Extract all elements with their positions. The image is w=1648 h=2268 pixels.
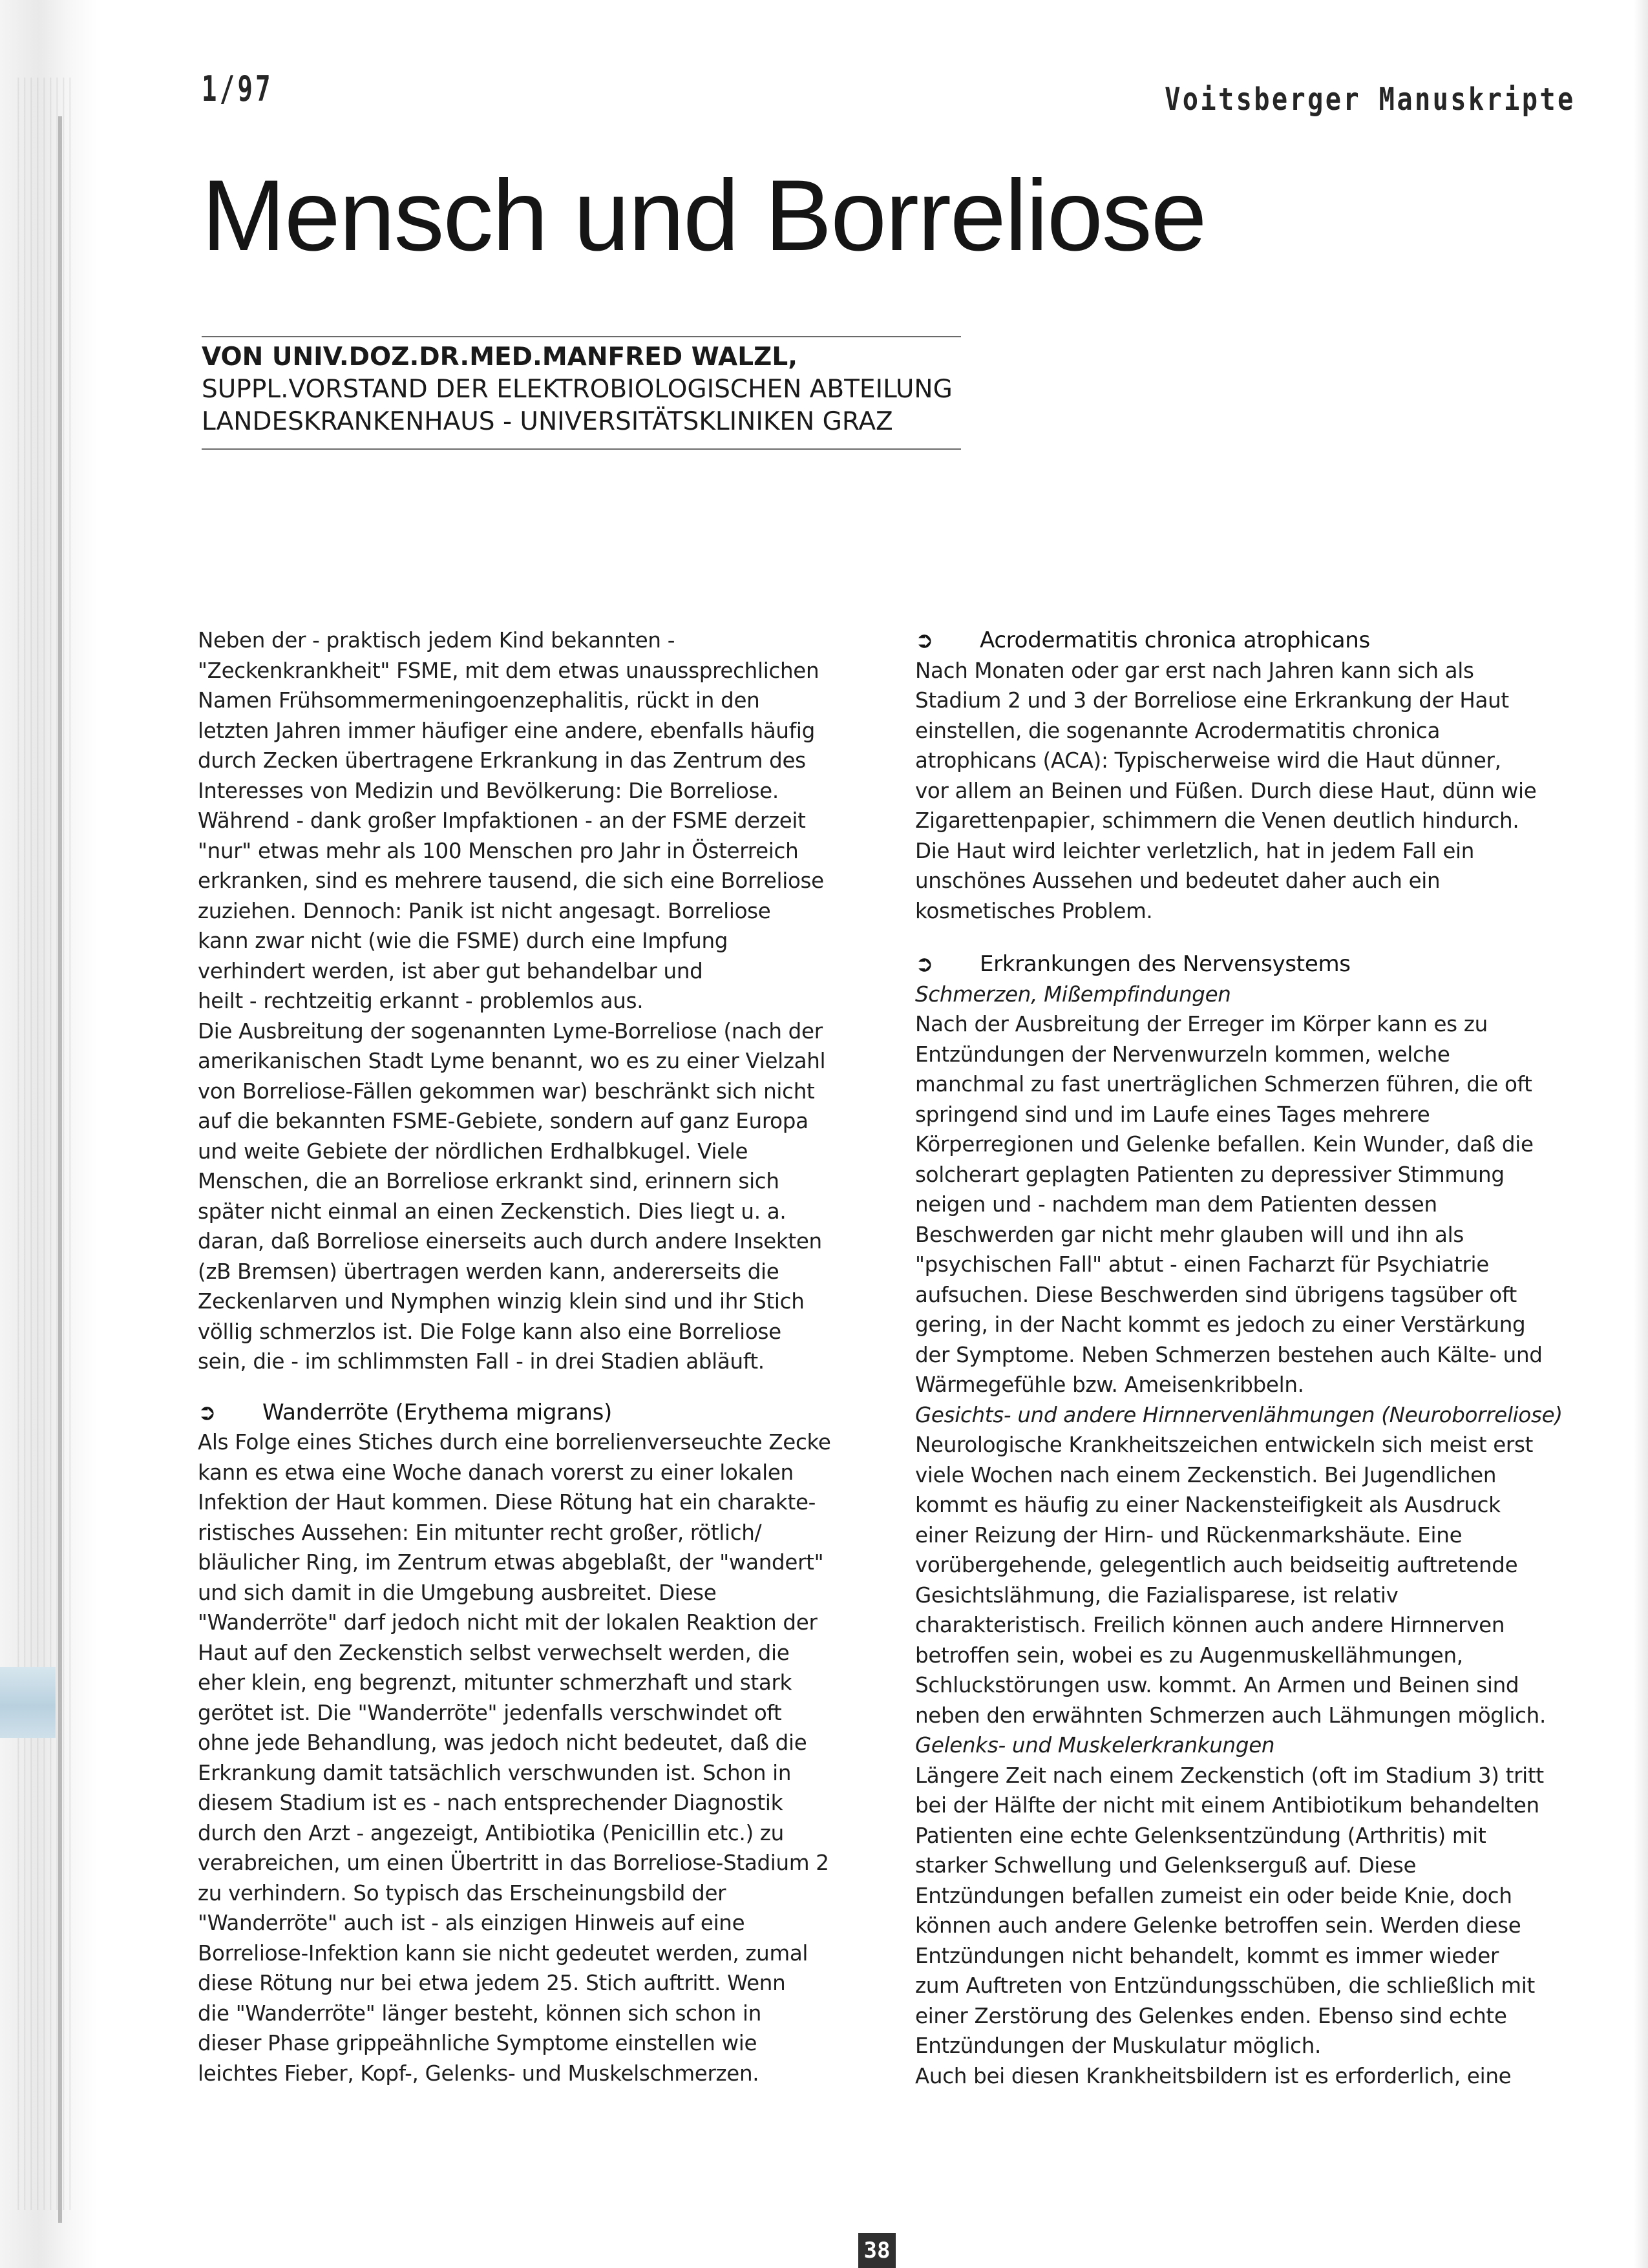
text-line: durch Zecken übertragene Erkrankung in das Zentrum des xyxy=(198,748,806,773)
text-line: und sich damit in die Umgebung ausbreitet. Diese xyxy=(198,1580,717,1605)
text-line: verhindert werden, ist aber gut behandelbar und xyxy=(198,958,703,983)
text-line: vorübergehende, gelegentlich auch beidseitig auftretende xyxy=(915,1553,1518,1577)
arrow-bullet-icon: ➲ xyxy=(198,1399,217,1425)
text-line: Borreliose-Infektion kann sie nicht gedeutet werden, zumal xyxy=(198,1940,808,1966)
text-line: später nicht einmal an einen Zeckenstich. Dies liegt u. a. xyxy=(198,1199,787,1224)
text-line: Entzündungen befallen zumeist ein oder beide Knie, doch xyxy=(915,1883,1512,1908)
text-line: "psychischen Fall" abtut - einen Facharzt für Psychiatrie xyxy=(915,1252,1489,1277)
text-line: solcherart geplagten Patienten zu depressiver Stimmung xyxy=(915,1162,1505,1187)
text-line: daran, daß Borreliose einerseits auch durch andere Insekten xyxy=(198,1229,822,1254)
section-heading-wanderroete xyxy=(198,1398,857,1428)
text-line: (zB Bremsen) übertragen werden kann, andererseits die xyxy=(198,1259,779,1284)
text-line: Haut auf den Zeckenstich selbst verwechselt werden, die xyxy=(198,1640,790,1665)
text-line: "nur" etwas mehr als 100 Menschen pro Jahr in Österreich xyxy=(198,838,799,863)
intro-paragraph xyxy=(198,625,857,1377)
text-line: Die Ausbreitung der sogenannten Lyme-Borreliose (nach der xyxy=(198,1018,823,1044)
text-line: dieser Phase grippeähnliche Symptome einstellen wie xyxy=(198,2031,757,2055)
text-line: Stadium 2 und 3 der Borreliose eine Erkrankung der Haut xyxy=(915,688,1509,713)
text-line: Die Haut wird leichter verletzlich, hat in jedem Fall ein xyxy=(915,838,1475,863)
text-line: Körperregionen und Gelenke befallen. Kein Wunder, daß die xyxy=(915,1132,1534,1157)
text-line: verabreichen, um einen Übertritt in das Borreliose-Stadium 2 xyxy=(198,1851,829,1875)
text-line: Infektion der Haut kommen. Diese Rötung hat ein charakte- xyxy=(198,1490,816,1515)
text-line: Gesichtslähmung, die Fazialisparese, ist relativ xyxy=(915,1582,1399,1608)
text-line: aufsuchen. Diese Beschwerden sind übrigens tagsüber oft xyxy=(915,1282,1517,1307)
body-schmerzen xyxy=(915,1009,1574,1400)
text-line: bei der Hälfte der nicht mit einem Antibiotikum behandelten xyxy=(915,1793,1539,1818)
section-title: Erkrankungen des Nervensystems xyxy=(980,951,1351,977)
right-page-edge xyxy=(1634,0,1648,2268)
text-line: zuziehen. Dennoch: Panik ist nicht angesagt. Borreliose xyxy=(198,898,771,923)
text-line: manchmal zu fast unerträglichen Schmerzen führen, die oft xyxy=(915,1072,1532,1097)
text-line: und weite Gebiete der nördlichen Erdhalbkugel. Viele xyxy=(198,1139,748,1164)
section-heading-acrodermatitis xyxy=(915,625,1574,656)
text-line: Während - dank großer Impfaktionen - an der FSME derzeit xyxy=(198,808,806,833)
text-line: Entzündungen der Nervenwurzeln kommen, welche xyxy=(915,1042,1450,1067)
text-line: sein, die - im schlimmsten Fall - in drei Stadien abläuft. xyxy=(198,1349,765,1374)
text-line: einer Zerstörung des Gelenkes enden. Ebenso sind echte xyxy=(915,2003,1507,2028)
text-line: neigen und - nachdem man dem Patienten dessen xyxy=(915,1192,1437,1217)
text-line: gering, in der Nacht kommt es jedoch zu einer Verstärkung xyxy=(915,1312,1526,1337)
byline-rule-top xyxy=(202,336,961,337)
section-heading-nervensystem xyxy=(915,949,1574,980)
text-line: gerötet ist. Die "Wanderröte" jedenfalls verschwindet oft xyxy=(198,1700,782,1725)
text-line: Auch bei diesen Krankheitsbildern ist es erforderlich, eine xyxy=(915,2063,1512,2088)
left-column xyxy=(198,625,857,2088)
text-line: können auch andere Gelenke betroffen sein. Werden diese xyxy=(915,1913,1521,1938)
text-line: Beschwerden gar nicht mehr glauben will und ihn als xyxy=(915,1222,1464,1247)
section-body-wanderroete xyxy=(198,1427,857,2088)
text-line: Neben der - praktisch jedem Kind bekannten - xyxy=(198,628,675,653)
text-line: Als Folge eines Stiches durch eine borrelienverseuchte Zecke xyxy=(198,1430,831,1454)
text-line: vor allem an Beinen und Füßen. Durch diese Haut, dünn wie xyxy=(915,778,1537,803)
text-line: diesem Stadium ist es - nach entsprechender Diagnostik xyxy=(198,1790,783,1815)
text-line: ohne jede Behandlung, was jedoch nicht bedeutet, daß die xyxy=(198,1730,807,1755)
text-line: Längere Zeit nach einem Zeckenstich (oft im Stadium 3) tritt xyxy=(915,1763,1544,1788)
text-line: erkranken, sind es mehrere tausend, die sich eine Borreliose xyxy=(198,868,824,893)
text-line: Nach Monaten oder gar erst nach Jahren kann sich als xyxy=(915,658,1474,683)
section-title: Wanderröte (Erythema migrans) xyxy=(262,1399,612,1425)
text-line: atrophicans (ACA): Typischerweise wird die Haut dünner, xyxy=(915,748,1501,773)
text-line: Zigarettenpapier, schimmern die Venen deutlich hindurch. xyxy=(915,808,1519,833)
text-line: Entzündungen nicht behandelt, kommt es immer wieder xyxy=(915,1943,1499,1968)
text-line: bläulicher Ring, im Zentrum etwas abgeblaßt, der "wandert" xyxy=(198,1550,824,1575)
issue-number: 1/97 xyxy=(202,68,273,109)
text-line: völlig schmerzlos ist. Die Folge kann also eine Borreliose xyxy=(198,1319,781,1344)
text-line: von Borreliose-Fällen gekommen war) beschränkt sich nicht xyxy=(198,1078,815,1104)
text-line: neben den erwähnten Schmerzen auch Lähmungen möglich. xyxy=(915,1703,1546,1728)
text-line: Namen Frühsommermeningoenzephalitis, rückt in den xyxy=(198,688,760,713)
text-line: "Wanderröte" auch ist - als einzigen Hinweis auf eine xyxy=(198,1911,745,1935)
text-line: Schluckstörungen usw. kommt. An Armen und Beinen sind xyxy=(915,1673,1519,1697)
text-line: betroffen sein, wobei es zu Augenmuskellähmungen, xyxy=(915,1643,1463,1668)
text-line: auf die bekannten FSME-Gebiete, sondern auf ganz Europa xyxy=(198,1109,808,1133)
text-line: "Wanderröte" darf jedoch nicht mit der lokalen Reaktion der xyxy=(198,1610,818,1635)
byline-rule-bottom xyxy=(202,448,961,450)
text-line: heilt - rechtzeitig erkannt - problemlos aus. xyxy=(198,989,644,1013)
section-title: Acrodermatitis chronica atrophicans xyxy=(980,627,1370,653)
text-line: leichtes Fieber, Kopf-, Gelenks- und Muskelschmerzen. xyxy=(198,2061,759,2086)
arrow-bullet-icon: ➲ xyxy=(915,627,934,653)
text-line: Wärmegefühle bzw. Ameisenkribbeln. xyxy=(915,1372,1304,1397)
text-line: charakteristisch. Freilich können auch andere Hirnnerven xyxy=(915,1613,1505,1637)
body-gelenke xyxy=(915,1761,1574,2092)
section-body-acrodermatitis xyxy=(915,656,1574,927)
subheading-gelenke: Gelenks- und Muskelerkrankungen xyxy=(915,1733,1275,1758)
text-line: kann es etwa eine Woche danach vorerst zu einer lokalen xyxy=(198,1460,794,1485)
text-line: diese Rötung nur bei etwa jedem 25. Stich auftritt. Wenn xyxy=(198,1971,786,1995)
text-line: die "Wanderröte" länger besteht, können sich schon in xyxy=(198,2000,761,2026)
text-line: Menschen, die an Borreliose erkrankt sind, erinnern sich xyxy=(198,1169,779,1193)
author-byline xyxy=(202,341,964,438)
text-line: ristisches Aussehen: Ein mitunter recht großer, rötlich/ xyxy=(198,1520,762,1545)
series-title: Voitsberger Manuskripte xyxy=(1165,81,1576,118)
text-line: zu verhindern. So typisch das Erscheinungsbild der xyxy=(198,1880,726,1906)
text-line: Neurologische Krankheitszeichen entwickeln sich meist erst xyxy=(915,1433,1534,1457)
text-line: Nach der Ausbreitung der Erreger im Körper kann es zu xyxy=(915,1012,1488,1036)
text-line: viele Wochen nach einem Zeckenstich. Bei Jugendlichen xyxy=(915,1462,1497,1487)
text-line: durch den Arzt - angezeigt, Antibiotika (Penicillin etc.) zu xyxy=(198,1820,784,1845)
text-line: Erkrankung damit tatsächlich verschwunden ist. Schon in xyxy=(198,1760,792,1785)
text-line: amerikanischen Stadt Lyme benannt, wo es zu einer Vielzahl xyxy=(198,1049,826,1073)
text-line: letzten Jahren immer häufiger eine andere, ebenfalls häufig xyxy=(198,718,815,743)
text-line: kosmetisches Problem. xyxy=(915,898,1153,923)
arrow-bullet-icon: ➲ xyxy=(915,951,934,977)
page-number: 38 xyxy=(858,2233,896,2268)
text-line: einer Reizung der Hirn- und Rückenmarkshäute. Eine xyxy=(915,1522,1463,1548)
text-line: Patienten eine echte Gelenksentzündung (Arthritis) mit xyxy=(915,1823,1486,1848)
binding-tab xyxy=(0,1667,56,1738)
text-line: kommt es häufig zu einer Nackensteifigkeit als Ausdruck xyxy=(915,1493,1501,1517)
text-line: unschönes Aussehen und bedeutet daher auch ein xyxy=(915,868,1441,893)
page-stack-edges xyxy=(13,78,71,2210)
text-line: starker Schwellung und Gelenkserguß auf. Diese xyxy=(915,1853,1417,1878)
text-line: kann zwar nicht (wie die FSME) durch eine Impfung xyxy=(198,929,728,953)
text-line: einstellen, die sogenannte Acrodermatitis chronica xyxy=(915,718,1441,743)
page-edge-line xyxy=(58,116,62,2223)
text-line: der Symptome. Neben Schmerzen bestehen auch Kälte- und xyxy=(915,1342,1543,1367)
article-title: Mensch und Borreliose xyxy=(202,160,1206,272)
body-hirnnerven xyxy=(915,1430,1574,1730)
text-line: Entzündungen der Muskulatur möglich. xyxy=(915,2033,1322,2058)
text-line: zum Auftreten von Entzündungsschüben, die schließlich mit xyxy=(915,1973,1535,1998)
byline-institution: LANDESKRANKENHAUS - UNIVERSITÄTSKLINIKEN GRAZ xyxy=(202,407,893,436)
byline-author: VON UNIV.DOZ.DR.MED.MANFRED WALZL, xyxy=(202,342,798,372)
subheading-hirnnerven: Gesichts- und andere Hirnnervenlähmungen (Neuroborreliose) xyxy=(915,1402,1563,1427)
text-line: eher klein, eng begrenzt, mitunter schmerzhaft und stark xyxy=(198,1670,792,1695)
subheading-schmerzen: Schmerzen, Mißempfindungen xyxy=(915,982,1231,1007)
text-line: Interesses von Medizin und Bevölkerung: Die Borreliose. xyxy=(198,778,779,803)
text-line: springend sind und im Laufe eines Tages mehrere xyxy=(915,1102,1430,1127)
byline-position: SUPPL.VORSTAND DER ELEKTROBIOLOGISCHEN ABTEILUNG xyxy=(202,375,953,404)
right-column xyxy=(915,625,1574,2091)
text-line: Zeckenlarven und Nymphen winzig klein sind und ihr Stich xyxy=(198,1289,805,1314)
text-line: "Zeckenkrankheit" FSME, mit dem etwas unaussprechlichen xyxy=(198,658,819,683)
